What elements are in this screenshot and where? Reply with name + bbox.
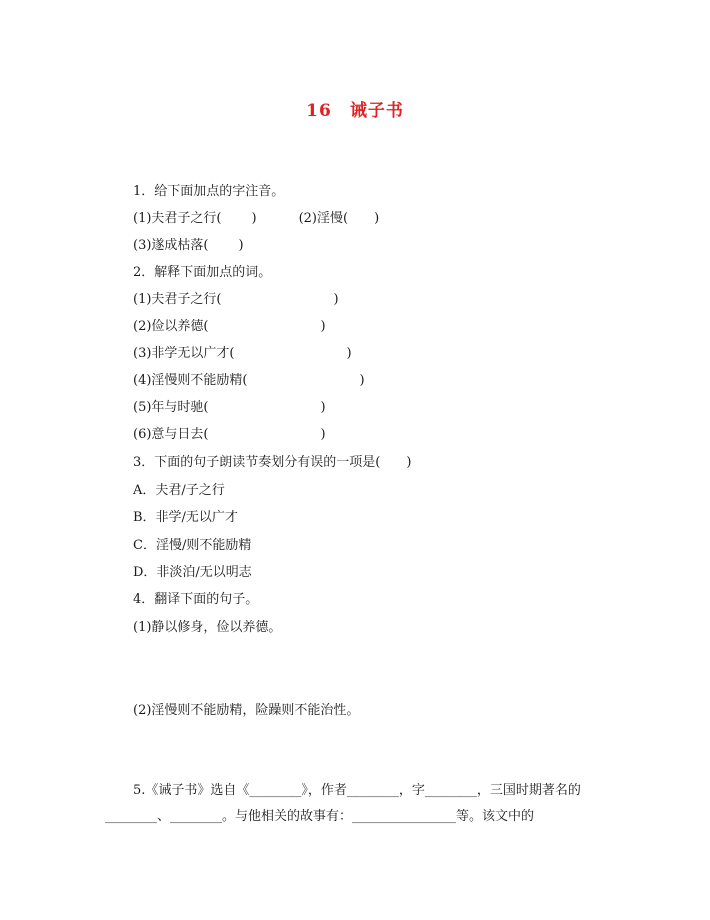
q2-item-4 <box>133 372 365 390</box>
page-title <box>0 96 710 121</box>
q2-item-text: (2)俭以养德( <box>133 319 209 334</box>
q4-item-2: (2)淫慢则不能励精，险躁则不能治性。 <box>133 703 360 718</box>
q2-item-close: ) <box>320 400 326 415</box>
q4-item-1: (1)静以修身，俭以养德。 <box>133 620 282 635</box>
q1-item-3-close: ) <box>238 238 244 253</box>
q2-item-text: (3)非学无以广才( <box>133 346 235 361</box>
q2-item-close: ) <box>333 292 339 307</box>
q1-row-2 <box>133 237 244 255</box>
lesson-number: 16 <box>306 101 332 121</box>
q1-item-2-close: ) <box>374 211 380 226</box>
q5-line-2: ________、________。与他相关的故事有：________________等。该文中的 <box>105 809 535 824</box>
q2-item-5 <box>133 399 326 417</box>
q2-item-close: ) <box>320 427 326 442</box>
q3-stem-row <box>133 454 411 472</box>
q2-item-text: (6)意与日去( <box>133 427 209 442</box>
q5-paragraph <box>105 778 610 830</box>
q2-stem: 2．解释下面加点的词。 <box>133 265 272 280</box>
q4-stem: 4．翻译下面的句子。 <box>133 592 259 607</box>
q3-option-b: B．非学/无以广才 <box>133 510 238 525</box>
lesson-title: 诫子书 <box>349 101 404 121</box>
q2-item-2 <box>133 318 326 336</box>
q1-item-2-open: (2)淫慢( <box>298 211 349 226</box>
q3-stem: 3．下面的句子朗读节奏划分有误的一项是( <box>133 455 381 470</box>
q5-line-1: 5.《诫子书》选自《________》，作者________，字________，三国时期著名的 <box>133 783 581 798</box>
q2-item-text: (5)年与时驰( <box>133 400 209 415</box>
q2-item-text: (1)夫君子之行( <box>133 292 222 307</box>
q3-option-a: A．夫君/子之行 <box>133 483 225 498</box>
q1-row-1 <box>133 210 379 228</box>
q2-item-3 <box>133 345 352 363</box>
q2-item-1 <box>133 291 339 309</box>
q3-stem-close: ) <box>406 455 412 470</box>
q2-item-close: ) <box>359 373 365 388</box>
q2-item-close: ) <box>320 319 326 334</box>
q1-item-1-close: ) <box>251 211 257 226</box>
q2-item-close: ) <box>346 346 352 361</box>
q1-item-1-open: (1)夫君子之行( <box>133 211 222 226</box>
q3-option-c: C．淫慢/则不能励精 <box>133 538 252 553</box>
q1-stem: 1．给下面加点的字注音。 <box>133 184 285 199</box>
q3-option-d: D．非淡泊/无以明志 <box>133 565 252 580</box>
q2-item-text: (4)淫慢则不能励精( <box>133 373 248 388</box>
q2-item-6 <box>133 426 326 444</box>
q1-item-3-open: (3)遂成枯落( <box>133 238 209 253</box>
